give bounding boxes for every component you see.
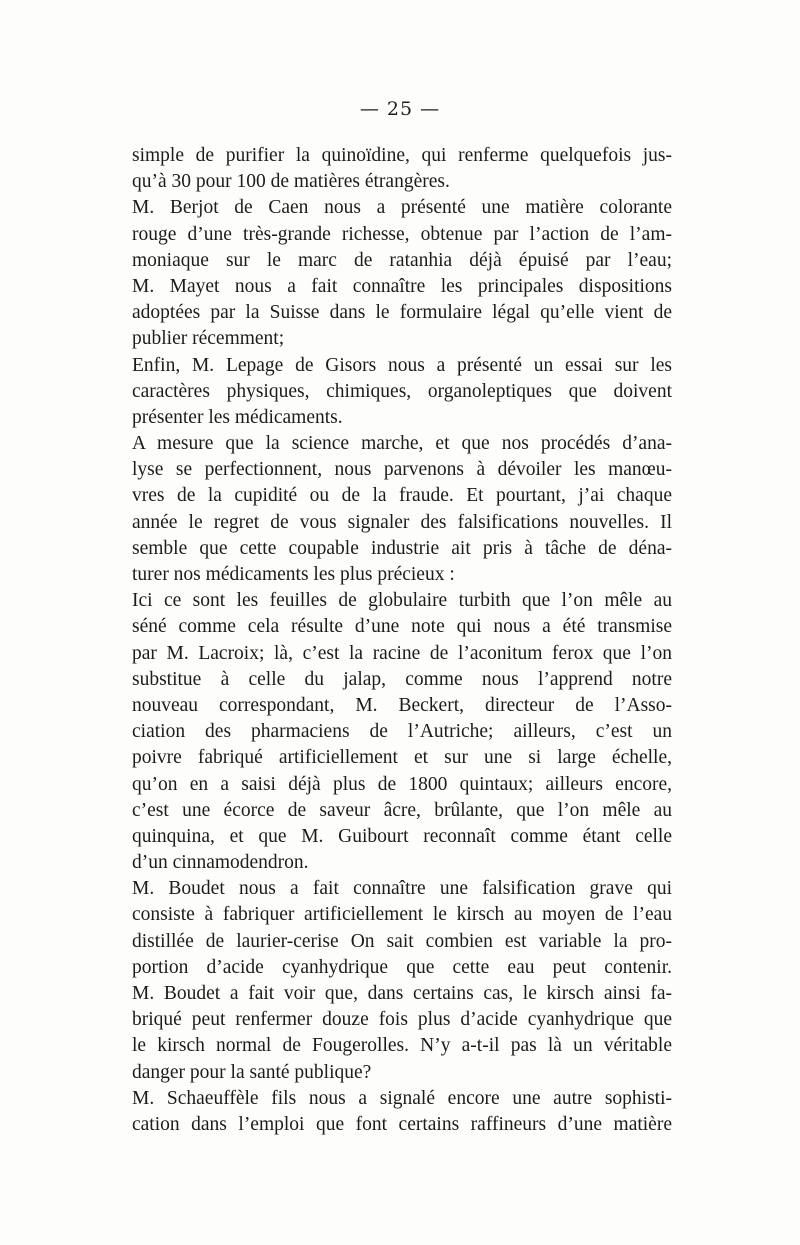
text-line: moniaque sur le marc de ratanhia déjà épuisé par l’eau; bbox=[132, 249, 672, 271]
text-line: M. Mayet nous a fait connaître les principales dispositions bbox=[132, 275, 672, 297]
text-line: caractères physiques, chimiques, organoleptiques que doivent bbox=[132, 380, 672, 402]
text-line: Enfin, M. Lepage de Gisors nous a présenté un essai sur les bbox=[132, 354, 672, 376]
page-number: — 25 — bbox=[359, 98, 441, 120]
text-line: simple de purifier la quinoïdine, qui renferme quelquefois jus- bbox=[132, 145, 672, 166]
text-line: semble que cette coupable industrie ait pris à tâche de déna- bbox=[132, 537, 672, 559]
text-line: M. Boudet a fait voir que, dans certains cas, le kirsch ainsi fa- bbox=[132, 983, 672, 1004]
text-line: présenter les médicaments. bbox=[132, 406, 343, 428]
text-line: année le regret de vous signaler des falsifications nouvelles. Il bbox=[132, 511, 672, 533]
text-line: c’est une écorce de saveur âcre, brûlante, que l’on mêle au bbox=[132, 799, 672, 821]
text-line: publier récemment; bbox=[132, 328, 285, 350]
text-line: qu’à 30 pour 100 de matières étrangères. bbox=[132, 171, 450, 193]
text-line: A mesure que la science marche, et que nos procédés d’ana- bbox=[132, 433, 672, 455]
text-line: séné comme cela résulte d’une note qui nous a été transmise bbox=[132, 616, 672, 638]
text-line: nouveau correspondant, M. Beckert, directeur de l’Asso- bbox=[132, 694, 672, 716]
text-line: qu’on en a saisi déjà plus de 1800 quintaux; ailleurs encore, bbox=[132, 773, 672, 795]
text-line: vres de la cupidité ou de la fraude. Et pourtant, j’ai chaque bbox=[132, 485, 672, 507]
text-line: substitue à celle du jalap, comme nous l’apprend notre bbox=[132, 668, 672, 690]
text-line: ciation des pharmaciens de l’Autriche; ailleurs, c’est un bbox=[132, 721, 672, 743]
text-line: le kirsch normal de Fougerolles. N’y a-t-il pas là un véritable bbox=[132, 1035, 672, 1057]
body-text bbox=[132, 143, 672, 1138]
text-line: danger pour la santé publique? bbox=[132, 1061, 372, 1083]
text-line: M. Boudet nous a fait connaître une falsification grave qui bbox=[132, 878, 672, 900]
text-line: quinquina, et que M. Guibourt reconnaît comme étant celle bbox=[132, 825, 672, 847]
text-line: par M. Lacroix; là, c’est la racine de l’aconitum ferox que l’on bbox=[132, 642, 672, 664]
text-line: consiste à fabriquer artificiellement le kirsch au moyen de l’eau bbox=[132, 904, 672, 926]
text-line: briqué peut renfermer douze fois plus d’acide cyanhydrique que bbox=[132, 1009, 672, 1031]
text-line: cation dans l’emploi que font certains raffineurs d’une matière bbox=[132, 1113, 672, 1135]
text-line: Ici ce sont les feuilles de globulaire turbith que l’on mêle au bbox=[132, 590, 672, 612]
text-line: portion d’acide cyanhydrique que cette eau peut contenir. bbox=[132, 956, 672, 978]
text-line: poivre fabriqué artificiellement et sur une si large échelle, bbox=[132, 747, 672, 769]
text-line: adoptées par la Suisse dans le formulaire légal qu’elle vient de bbox=[132, 302, 672, 324]
text-line: M. Schaeuffèle fils nous a signalé encore une autre sophisti- bbox=[132, 1087, 672, 1109]
text-line: distillée de laurier-cerise On sait combien est variable la pro- bbox=[132, 930, 672, 952]
text-line: lyse se perfectionnent, nous parvenons à dévoiler les manœu- bbox=[132, 459, 672, 481]
text-line: M. Berjot de Caen nous a présenté une matière colorante bbox=[132, 197, 672, 219]
text-line: d’un cinnamodendron. bbox=[132, 852, 309, 874]
text-line: rouge d’une très-grande richesse, obtenue par l’action de l’am- bbox=[132, 223, 672, 245]
text-line: turer nos médicaments les plus précieux : bbox=[132, 564, 455, 585]
